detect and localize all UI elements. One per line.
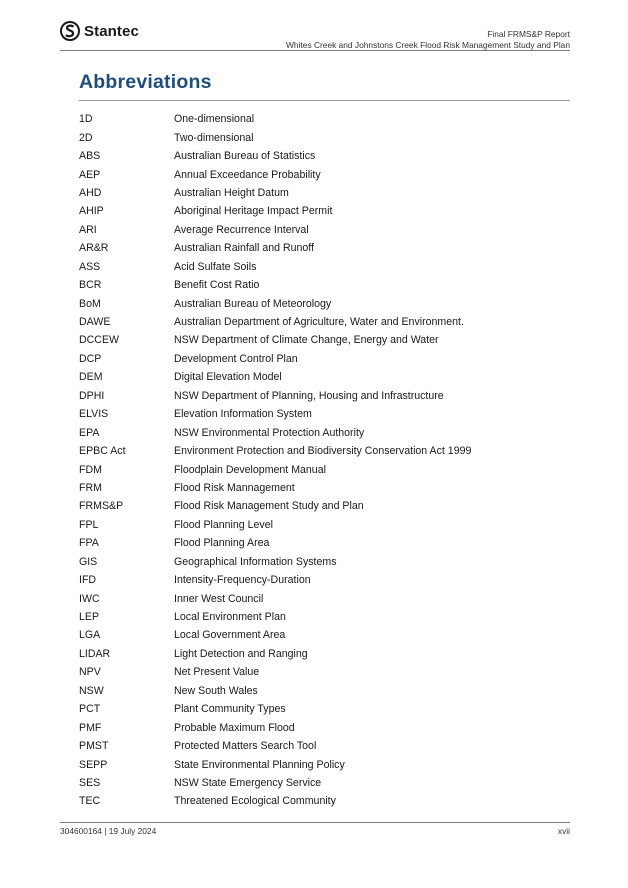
abbreviation-definition: NSW State Emergency Service	[174, 776, 322, 789]
abbreviation-term: FRMS&P	[79, 500, 124, 513]
abbreviation-term: SEPP	[79, 758, 108, 771]
abbreviation-row	[79, 626, 570, 644]
page-header	[60, 20, 570, 51]
title-divider	[79, 100, 570, 101]
abbreviation-row	[79, 571, 570, 589]
abbreviation-definition: Inner West Council	[174, 592, 264, 605]
report-title: Whites Creek and Johnstons Creek Flood Risk Management Study and Plan	[286, 40, 570, 50]
abbreviation-definition: One-dimensional	[174, 113, 255, 126]
abbreviation-row	[79, 755, 570, 773]
report-type: Final FRMS&P Report	[487, 29, 570, 39]
header-report-info	[286, 29, 570, 51]
stantec-logo	[60, 20, 139, 42]
abbreviation-row	[79, 645, 570, 663]
abbreviation-term: DAWE	[79, 316, 111, 329]
abbreviation-definition: Australian Bureau of Meteorology	[174, 297, 332, 310]
abbreviation-definition: Development Control Plan	[174, 352, 298, 365]
abbreviation-term: ASS	[79, 260, 101, 273]
abbreviation-definition: Australian Height Datum	[174, 186, 289, 199]
abbreviation-term: AEP	[79, 168, 101, 181]
abbreviation-row	[79, 184, 570, 202]
abbreviation-row	[79, 718, 570, 736]
abbreviation-definition: Geographical Information Systems	[174, 555, 337, 568]
abbreviation-term: ELVIS	[79, 408, 109, 421]
abbreviation-definition: Australian Bureau of Statistics	[174, 150, 316, 163]
abbreviation-row	[79, 497, 570, 515]
abbreviation-row	[79, 553, 570, 571]
abbreviation-definition: Environment Protection and Biodiversity Conservation Act 1999	[174, 445, 472, 458]
abbreviation-definition: Acid Sulfate Soils	[174, 260, 257, 273]
abbreviation-term: DPHI	[79, 389, 105, 402]
abbreviation-definition: NSW Department of Planning, Housing and Infrastructure	[174, 389, 444, 402]
abbreviation-row	[79, 405, 570, 423]
abbreviation-row	[79, 110, 570, 128]
abbreviation-term: PMST	[79, 740, 109, 753]
abbreviation-term: EPA	[79, 426, 100, 439]
abbreviation-row	[79, 737, 570, 755]
abbreviation-term: TEC	[79, 795, 101, 808]
abbreviation-term: DCCEW	[79, 334, 120, 347]
abbreviation-row	[79, 442, 570, 460]
abbreviation-row	[79, 313, 570, 331]
abbreviation-definition: Australian Rainfall and Runoff	[174, 242, 314, 255]
abbreviation-row	[79, 294, 570, 312]
abbreviation-row	[79, 534, 570, 552]
page-number: xvii	[557, 826, 570, 836]
abbreviation-row	[79, 147, 570, 165]
abbreviation-definition: NSW Environmental Protection Authority	[174, 426, 365, 439]
abbreviation-row	[79, 368, 570, 386]
abbreviation-definition: Plant Community Types	[174, 703, 286, 716]
abbreviation-definition: Net Present Value	[174, 666, 260, 679]
abbreviation-definition: State Environmental Planning Policy	[174, 758, 345, 771]
page-title: Abbreviations	[79, 71, 212, 93]
abbreviation-row	[79, 239, 570, 257]
abbreviation-term: SES	[79, 776, 101, 789]
abbreviation-row	[79, 128, 570, 146]
abbreviation-term: FRM	[79, 481, 102, 494]
abbreviation-term: NSW	[79, 684, 104, 697]
abbreviation-definition: Local Government Area	[174, 629, 286, 642]
abbreviation-term: IWC	[79, 592, 100, 605]
abbreviation-term: ARI	[79, 223, 97, 236]
abbreviation-row	[79, 479, 570, 497]
page-footer	[60, 822, 570, 836]
abbreviation-definition: Probable Maximum Flood	[174, 721, 295, 734]
abbreviation-term: AR&R	[79, 242, 109, 255]
abbreviation-term: PMF	[79, 721, 102, 734]
abbreviation-row	[79, 663, 570, 681]
abbreviation-term: LIDAR	[79, 647, 111, 660]
abbreviation-term: IFD	[79, 574, 97, 587]
abbreviation-term: NPV	[79, 666, 101, 679]
abbreviation-definition: Light Detection and Ranging	[174, 647, 308, 660]
abbreviation-definition: Protected Matters Search Tool	[174, 740, 317, 753]
abbreviation-row	[79, 350, 570, 368]
abbreviation-term: ABS	[79, 150, 101, 163]
abbreviation-term: DCP	[79, 352, 102, 365]
abbreviation-term: FPA	[79, 537, 99, 550]
abbreviation-row	[79, 774, 570, 792]
abbreviation-row	[79, 460, 570, 478]
abbreviation-row	[79, 331, 570, 349]
abbreviation-definition: Aboriginal Heritage Impact Permit	[174, 205, 333, 218]
abbreviation-definition: NSW Department of Climate Change, Energy and Water	[174, 334, 439, 347]
abbreviation-definition: Flood Planning Area	[174, 537, 270, 550]
abbreviation-row	[79, 423, 570, 441]
document-reference: 304600164 | 19 July 2024	[60, 826, 157, 836]
abbreviation-term: FDM	[79, 463, 102, 476]
abbreviation-definition: Digital Elevation Model	[174, 371, 282, 384]
abbreviation-row	[79, 700, 570, 718]
abbreviation-row	[79, 387, 570, 405]
abbreviation-definition: Floodplain Development Manual	[174, 463, 326, 476]
abbreviation-row	[79, 608, 570, 626]
abbreviation-term: GIS	[79, 555, 98, 568]
abbreviation-term: BoM	[79, 297, 101, 310]
abbreviation-definition: Australian Department of Agriculture, Water and Environment.	[174, 316, 464, 329]
brand-name: Stantec	[84, 22, 139, 40]
abbreviation-row	[79, 516, 570, 534]
abbreviation-term: FPL	[79, 518, 99, 531]
abbreviation-row	[79, 258, 570, 276]
abbreviation-definition: Flood Risk Management Study and Plan	[174, 500, 364, 513]
abbreviation-row	[79, 165, 570, 183]
abbreviation-definition: Benefit Cost Ratio	[174, 279, 260, 292]
abbreviation-term: PCT	[79, 703, 101, 716]
abbreviation-term: LEP	[79, 611, 100, 624]
abbreviation-term: 1D	[79, 113, 93, 126]
abbreviation-definition: Intensity-Frequency-Duration	[174, 574, 311, 587]
abbreviation-term: EPBC Act	[79, 445, 126, 458]
abbreviation-row	[79, 202, 570, 220]
abbreviation-term: BCR	[79, 279, 102, 292]
stantec-logo-icon	[60, 21, 80, 41]
abbreviation-definition: Average Recurrence Interval	[174, 223, 309, 236]
abbreviation-definition: New South Wales	[174, 684, 258, 697]
abbreviation-term: 2D	[79, 131, 93, 144]
abbreviation-term: AHIP	[79, 205, 104, 218]
abbreviation-definition: Two-dimensional	[174, 131, 254, 144]
abbreviation-definition: Flood Risk Mannagement	[174, 481, 295, 494]
abbreviation-term: DEM	[79, 371, 103, 384]
abbreviation-definition: Elevation Information System	[174, 408, 312, 421]
abbreviation-definition: Threatened Ecological Community	[174, 795, 336, 808]
abbreviation-row	[79, 276, 570, 294]
abbreviation-row	[79, 792, 570, 810]
abbreviation-definition: Local Environment Plan	[174, 611, 286, 624]
abbreviation-row	[79, 682, 570, 700]
abbreviations-list	[79, 110, 570, 811]
abbreviation-term: LGA	[79, 629, 101, 642]
abbreviation-row	[79, 589, 570, 607]
abbreviation-term: AHD	[79, 186, 102, 199]
abbreviation-row	[79, 221, 570, 239]
abbreviation-definition: Flood Planning Level	[174, 518, 273, 531]
abbreviation-definition: Annual Exceedance Probability	[174, 168, 321, 181]
